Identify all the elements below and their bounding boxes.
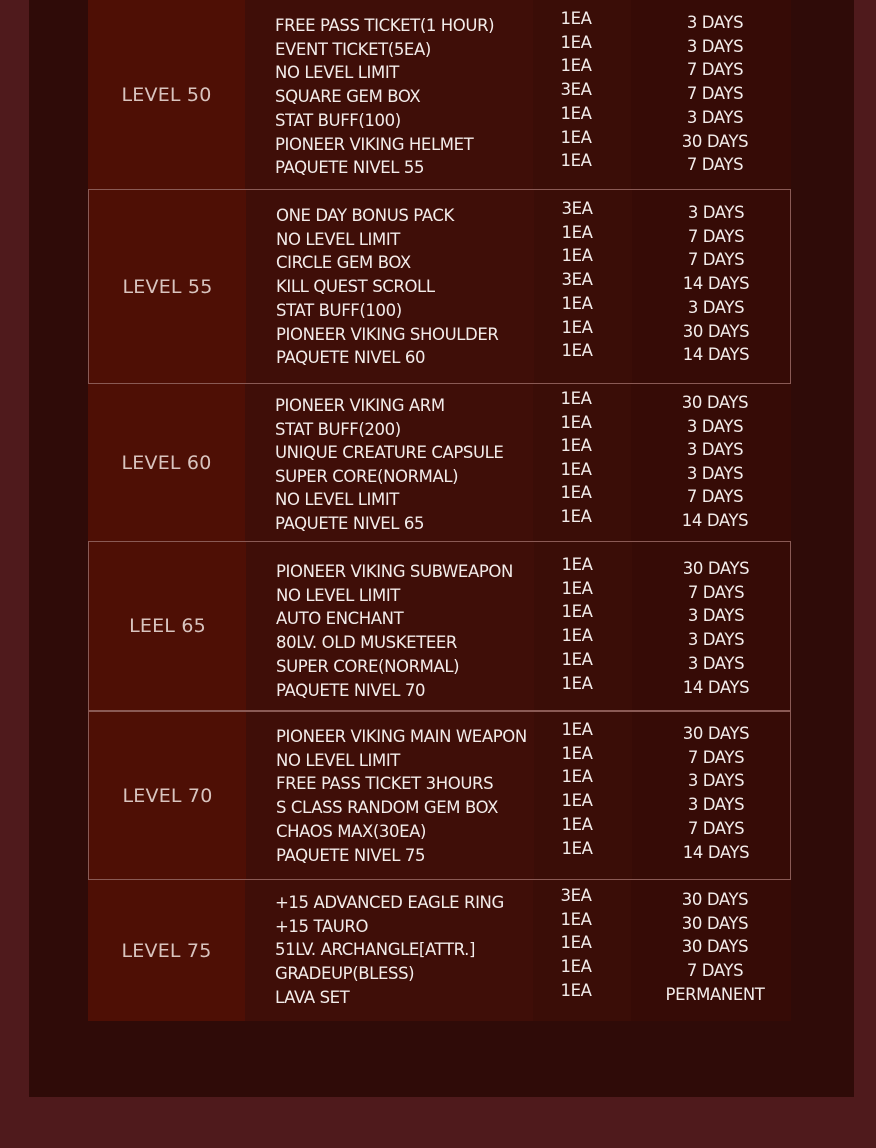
reward-quantity: 1EA <box>560 56 592 76</box>
reward-item-name: FREE PASS TICKET(1 HOUR) <box>275 16 495 35</box>
reward-row <box>88 507 791 536</box>
reward-quantity: 1EA <box>561 626 593 646</box>
reward-item-name: PIONEER VIKING HELMET <box>275 134 474 154</box>
reward-quantity: 1EA <box>561 767 593 787</box>
reward-duration: 7 DAYS <box>686 487 744 507</box>
reward-quantity: 1EA <box>560 933 592 953</box>
reward-quantity: 1EA <box>561 293 593 313</box>
reward-duration: 3 DAYS <box>687 630 745 650</box>
reward-duration: 30 DAYS <box>682 321 750 341</box>
reward-item-name: PIONEER VIKING SHOULDER <box>276 324 499 344</box>
level-label: LEVEL 60 <box>121 451 212 474</box>
level-label: LEVEL 70 <box>122 784 213 807</box>
reward-item-name: PAQUETE NIVEL 70 <box>276 680 426 700</box>
reward-duration: 3 DAYS <box>687 606 745 626</box>
reward-item-name: NO LEVEL LIMIT <box>276 750 400 770</box>
reward-quantity: 1EA <box>560 151 592 171</box>
reward-item-name: PAQUETE NIVEL 60 <box>276 348 426 368</box>
reward-duration: 14 DAYS <box>681 511 749 530</box>
reward-item-name: PIONEER VIKING ARM <box>275 396 445 415</box>
reward-duration: 7 DAYS <box>687 250 745 270</box>
reward-quantity: 1EA <box>560 412 592 432</box>
reward-item-name: NO LEVEL LIMIT <box>275 490 399 510</box>
reward-item-name: NO LEVEL LIMIT <box>275 63 399 83</box>
reward-item-name: S CLASS RANDOM GEM BOX <box>276 798 499 818</box>
level-block <box>88 880 791 1021</box>
reward-quantity: 1EA <box>561 649 593 669</box>
reward-item-name: UNIQUE CREATURE CAPSULE <box>275 443 504 463</box>
reward-row <box>89 341 790 370</box>
level-block <box>88 711 791 880</box>
reward-quantity: 3EA <box>561 199 593 218</box>
level-block <box>88 384 791 541</box>
reward-item-name: EVENT TICKET(5EA) <box>275 39 431 59</box>
reward-item-name: LAVA SET <box>275 987 350 1007</box>
reward-duration: 3 DAYS <box>687 297 745 317</box>
reward-duration: 3 DAYS <box>687 795 745 815</box>
reward-quantity: 1EA <box>561 743 593 763</box>
reward-quantity: 1EA <box>561 602 593 622</box>
reward-row <box>88 980 791 1010</box>
reward-duration: 14 DAYS <box>682 274 750 294</box>
reward-duration: 30 DAYS <box>682 559 750 578</box>
level-block <box>88 541 791 711</box>
reward-quantity: 1EA <box>560 127 592 147</box>
reward-quantity: 1EA <box>560 507 592 526</box>
reward-quantity: 1EA <box>561 317 593 337</box>
reward-row <box>88 151 791 180</box>
reward-item-name: AUTO ENCHANT <box>276 609 404 629</box>
reward-quantity: 1EA <box>560 32 592 52</box>
reward-quantity: 1EA <box>561 838 593 858</box>
reward-item-name: 80LV. OLD MUSKETEER <box>276 633 457 653</box>
reward-item-name: STAT BUFF(100) <box>275 110 401 130</box>
reward-duration: 3 DAYS <box>686 440 744 460</box>
reward-duration: 3 DAYS <box>686 416 744 436</box>
level-block <box>88 189 791 384</box>
level-block <box>88 0 791 189</box>
reward-duration: 30 DAYS <box>681 913 749 933</box>
reward-quantity: 3EA <box>561 270 593 290</box>
reward-duration: 14 DAYS <box>682 842 750 862</box>
level-label: LEEL 65 <box>129 615 206 637</box>
reward-item-name: CHAOS MAX(30EA) <box>276 821 427 841</box>
reward-quantity: 3EA <box>560 886 592 905</box>
reward-item-name: NO LEVEL LIMIT <box>276 229 400 249</box>
reward-item-name: FREE PASS TICKET 3HOURS <box>276 774 494 794</box>
reward-quantity: 1EA <box>560 9 592 28</box>
reward-item-name: PIONEER VIKING MAIN WEAPON <box>276 727 527 746</box>
reward-duration: 7 DAYS <box>687 818 745 838</box>
reward-duration: 30 DAYS <box>681 131 749 151</box>
reward-item-name: PAQUETE NIVEL 65 <box>275 514 425 533</box>
reward-item-name: SUPER CORE(NORMAL) <box>275 466 459 486</box>
reward-quantity: 1EA <box>561 578 593 598</box>
reward-duration: 3 DAYS <box>686 36 744 56</box>
reward-quantity: 1EA <box>560 483 592 503</box>
reward-duration: 7 DAYS <box>686 961 744 981</box>
reward-item-name: 51LV. ARCHANGLE[ATTR.] <box>275 940 475 960</box>
reward-quantity: 1EA <box>560 103 592 123</box>
reward-duration: 3 DAYS <box>686 463 744 483</box>
reward-duration: 14 DAYS <box>682 345 750 365</box>
level-label: LEVEL 55 <box>122 275 213 298</box>
reward-quantity: 1EA <box>561 814 593 834</box>
reward-quantity: 1EA <box>560 459 592 479</box>
reward-quantity: 1EA <box>561 791 593 811</box>
reward-quantity: 1EA <box>560 436 592 456</box>
reward-duration: 3 DAYS <box>687 771 745 791</box>
reward-item-name: SUPER CORE(NORMAL) <box>276 656 460 676</box>
reward-duration: 7 DAYS <box>687 582 745 602</box>
reward-item-name: ONE DAY BONUS PACK <box>276 206 454 225</box>
reward-item-name: GRADEUP(BLESS) <box>275 964 415 984</box>
reward-duration: 7 DAYS <box>687 226 745 246</box>
reward-item-name: +15 ADVANCED EAGLE RING <box>275 893 504 912</box>
level-label: LEVEL 50 <box>121 83 212 106</box>
reward-item-name: PAQUETE NIVEL 55 <box>275 158 425 178</box>
reward-item-name: +15 TAURO <box>275 916 369 936</box>
reward-item-name: STAT BUFF(200) <box>275 419 401 439</box>
reward-item-name: CIRCLE GEM BOX <box>276 253 411 273</box>
reward-quantity: 1EA <box>561 555 593 574</box>
reward-duration: 3 DAYS <box>687 653 745 673</box>
reward-duration: 30 DAYS <box>681 890 749 909</box>
reward-row <box>89 673 790 703</box>
reward-duration: 30 DAYS <box>682 724 750 743</box>
level-label: LEVEL 75 <box>121 939 212 962</box>
reward-duration: 3 DAYS <box>687 203 745 222</box>
reward-quantity: 1EA <box>560 389 592 408</box>
reward-quantity: 1EA <box>561 246 593 266</box>
reward-quantity: 1EA <box>560 909 592 929</box>
reward-quantity: 1EA <box>561 720 593 739</box>
reward-quantity: 1EA <box>561 341 593 361</box>
reward-quantity: 3EA <box>560 80 592 100</box>
reward-duration: 30 DAYS <box>681 937 749 957</box>
reward-duration: 3 DAYS <box>686 107 744 127</box>
reward-duration: 7 DAYS <box>687 747 745 767</box>
reward-duration: PERMANENT <box>665 984 765 1004</box>
reward-item-name: STAT BUFF(100) <box>276 300 402 320</box>
reward-quantity: 1EA <box>560 980 592 1000</box>
reward-item-name: PIONEER VIKING SUBWEAPON <box>276 562 513 581</box>
reward-duration: 7 DAYS <box>686 155 744 175</box>
reward-duration: 3 DAYS <box>686 13 744 32</box>
reward-item-name: NO LEVEL LIMIT <box>276 585 400 605</box>
reward-quantity: 1EA <box>561 673 593 693</box>
reward-quantity: 1EA <box>561 222 593 242</box>
reward-duration: 7 DAYS <box>686 60 744 80</box>
reward-item-name: KILL QUEST SCROLL <box>276 277 435 297</box>
reward-row <box>89 838 790 868</box>
reward-duration: 7 DAYS <box>686 84 744 104</box>
reward-item-name: PAQUETE NIVEL 75 <box>276 845 426 865</box>
reward-duration: 14 DAYS <box>682 677 750 697</box>
reward-item-name: SQUARE GEM BOX <box>275 87 421 107</box>
reward-duration: 30 DAYS <box>681 393 749 412</box>
reward-quantity: 1EA <box>560 957 592 977</box>
